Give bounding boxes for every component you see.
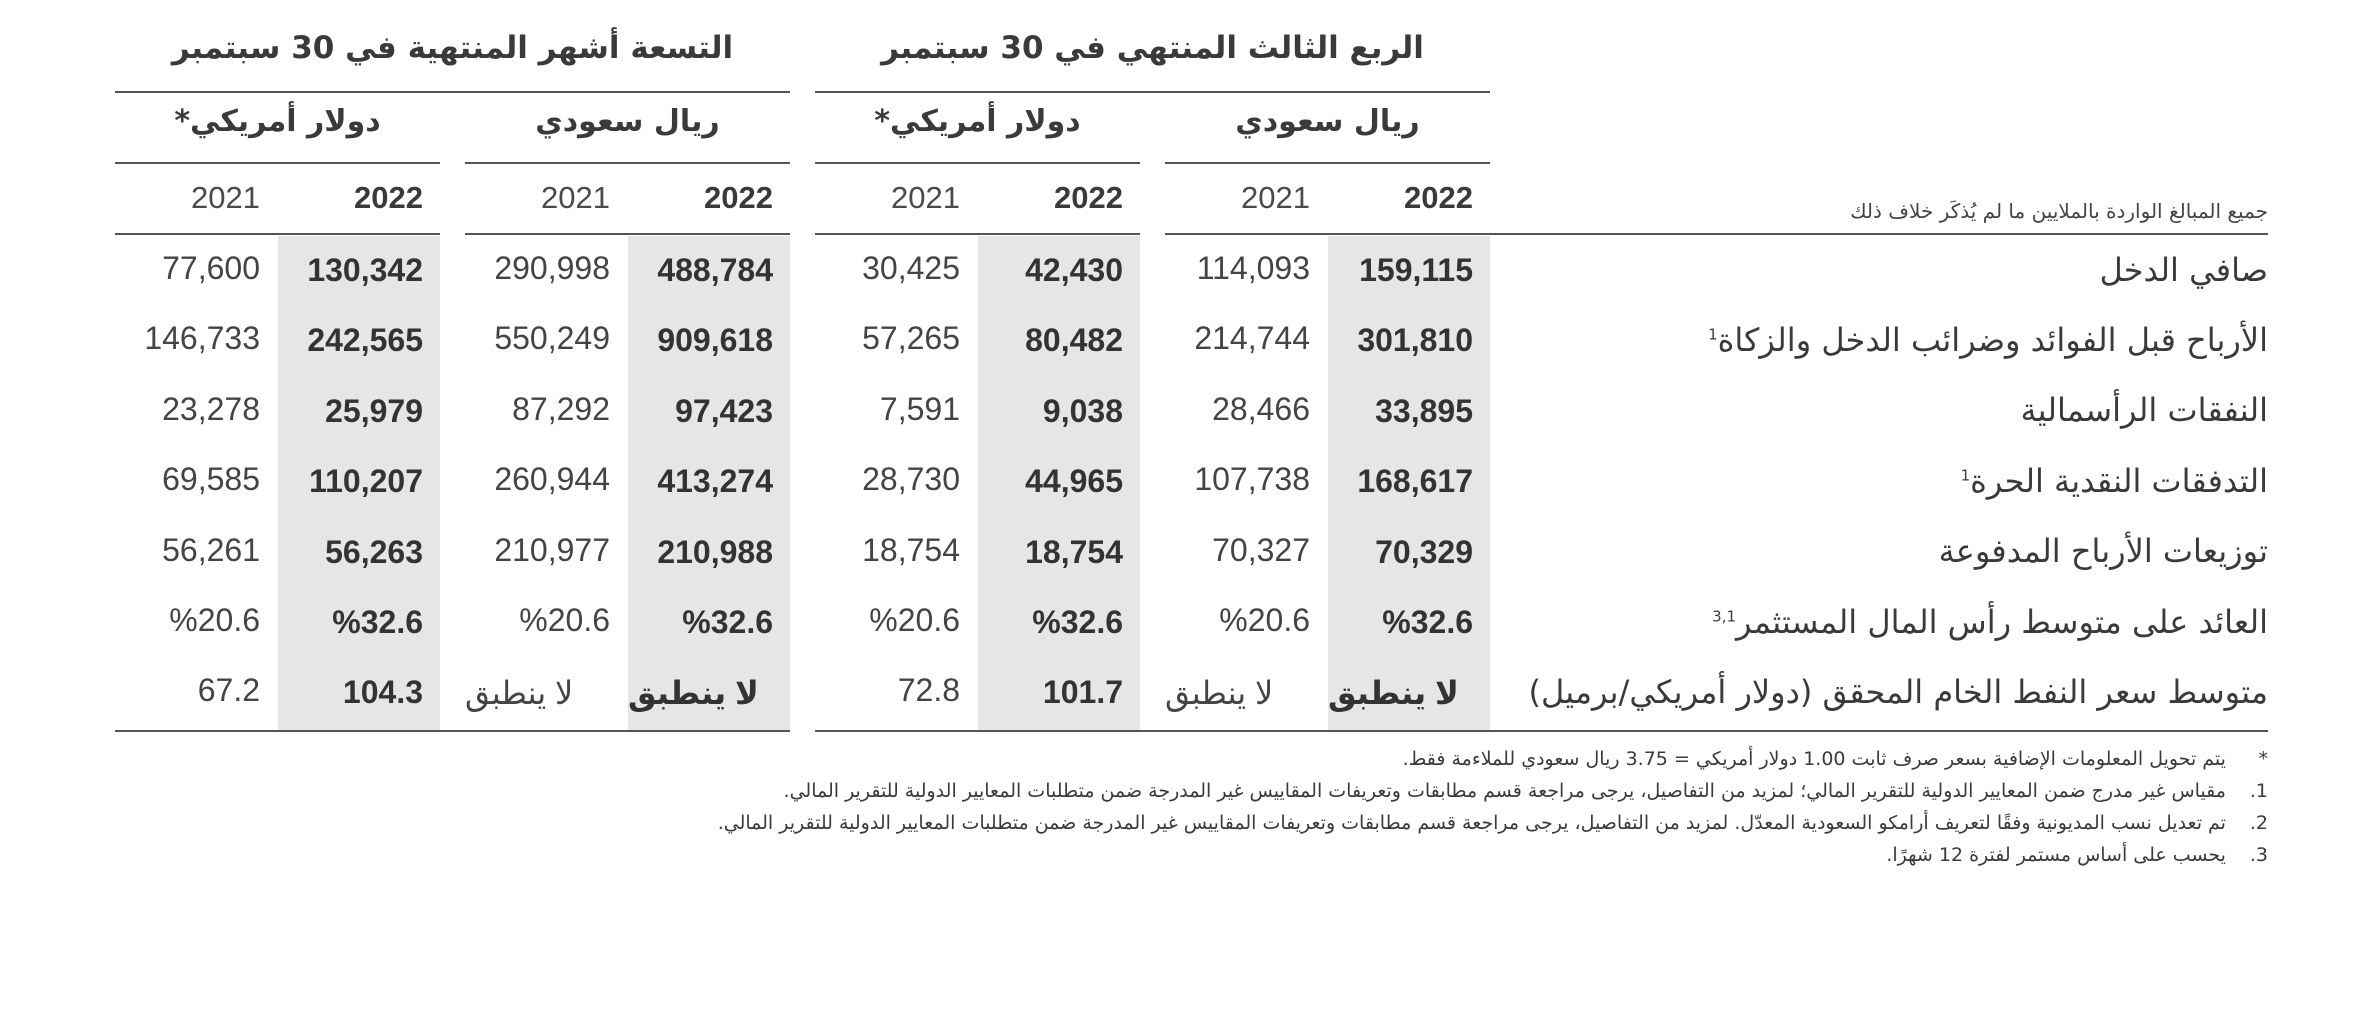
footnote-item — [1886, 844, 2268, 866]
cell-9m-sar-2022: 909,618 — [657, 322, 773, 358]
footnote-text: تم تعديل نسب المديونية وفقًا لتعريف أرامكو السعودية المعدّل. لمزيد من التفاصيل، يرجى مراجعة قسم مطابقات وتعريفات المقاييس غير المدرجة ضمن متطلبات المعايير الدولية للتقرير المالي. — [717, 812, 2226, 834]
cell-9m-sar-2021: 260,944 — [494, 461, 610, 497]
cell-9m-usd-2021: 69,585 — [162, 461, 260, 497]
cell-q3-usd-2022: 80,482 — [1025, 322, 1123, 358]
rule-header-9m-usd — [115, 233, 440, 235]
cell-9m-sar-2021: 550,249 — [494, 320, 610, 356]
footnote-marker: * — [2258, 748, 2268, 770]
cell-q3-usd-2021: %20.6 — [869, 602, 960, 638]
footnote-marker: 3. — [2249, 844, 2268, 866]
rule-header-9m-sar — [465, 233, 790, 235]
cell-q3-sar-2021: 28,466 — [1212, 391, 1310, 427]
rule-9m-title — [115, 91, 790, 93]
cell-q3-usd-2022: 42,430 — [1025, 252, 1123, 288]
cell-9m-usd-2022: 25,979 — [325, 393, 423, 429]
cell-q3-sar-2021: %20.6 — [1219, 602, 1310, 638]
rule-9m-sar — [465, 162, 790, 164]
row-label: صافي الدخل — [2099, 251, 2268, 289]
cell-q3-sar-2022: 168,617 — [1357, 463, 1473, 499]
rule-bottom-left — [115, 730, 790, 732]
cell-q3-sar-2021: 70,327 — [1212, 532, 1310, 568]
cell-9m-usd-2022: 56,263 — [325, 534, 423, 570]
cell-9m-sar-2022: 413,274 — [657, 463, 773, 499]
cell-q3-usd-2021: 7,591 — [879, 391, 960, 427]
cell-9m-usd-2021: 23,278 — [162, 391, 260, 427]
cell-q3-usd-2021: 72.8 — [897, 672, 960, 708]
year-9m-sar-2021: 2021 — [541, 180, 610, 215]
cell-9m-usd-2021: %20.6 — [169, 602, 260, 638]
cell-9m-sar-2022: 488,784 — [657, 252, 773, 288]
footnote-text: يتم تحويل المعلومات الإضافية بسعر صرف ثابت 1.00 دولار أمريكي = 3.75 ريال سعودي للملاءمة فقط. — [1402, 748, 2226, 770]
year-q3-usd-2022: 2022 — [1054, 180, 1123, 215]
footnote-text: يحسب على أساس مستمر لفترة 12 شهرًا. — [1886, 844, 2226, 866]
cell-9m-usd-2022: %32.6 — [332, 604, 423, 640]
currency-9m-usd: دولار أمريكي* — [174, 104, 381, 139]
rule-q3-title — [815, 91, 1490, 93]
cell-9m-usd-2022: 104.3 — [342, 674, 423, 710]
cell-q3-usd-2021: 18,754 — [862, 532, 960, 568]
footnote-item — [1403, 748, 2268, 770]
rule-q3-sar — [1165, 162, 1490, 164]
cell-q3-sar-2021: لا ينطبق — [1165, 675, 1274, 711]
cell-9m-usd-2022: 130,342 — [307, 252, 423, 288]
cell-q3-sar-2022: 301,810 — [1357, 322, 1473, 358]
year-q3-sar-2022: 2022 — [1404, 180, 1473, 215]
row-label: النفقات الرأسمالية — [2020, 391, 2268, 429]
year-9m-usd-2022: 2022 — [354, 180, 423, 215]
year-9m-sar-2022: 2022 — [704, 180, 773, 215]
cell-q3-usd-2022: 44,965 — [1025, 463, 1123, 499]
cell-9m-usd-2021: 67.2 — [197, 672, 260, 708]
rule-9m-usd — [115, 162, 440, 164]
cell-q3-sar-2022: لا ينطبق — [1328, 675, 1459, 711]
cell-9m-sar-2021: 290,998 — [494, 250, 610, 286]
rule-header-label — [1490, 233, 2268, 235]
year-q3-sar-2021: 2021 — [1241, 180, 1310, 215]
year-q3-usd-2021: 2021 — [891, 180, 960, 215]
cell-9m-usd-2021: 146,733 — [144, 320, 260, 356]
cell-q3-usd-2022: %32.6 — [1032, 604, 1123, 640]
rule-header-q3-usd — [815, 233, 1140, 235]
cell-9m-sar-2021: %20.6 — [519, 602, 610, 638]
row-label: الأرباح قبل الفوائد وضرائب الدخل والزكاة$^1$ — [1708, 321, 2268, 359]
row-label: متوسط سعر النفط الخام المحقق (دولار أمريكي/برميل) — [1528, 673, 2268, 711]
footnote-ref: 3,1 — [1712, 607, 1737, 626]
cell-q3-sar-2022: %32.6 — [1382, 604, 1473, 640]
rule-header-q3-sar — [1165, 233, 1490, 235]
cell-9m-sar-2021: لا ينطبق — [465, 675, 574, 711]
cell-q3-usd-2021: 28,730 — [862, 461, 960, 497]
cell-9m-usd-2022: 110,207 — [309, 463, 423, 499]
cell-9m-sar-2022: 97,423 — [675, 393, 773, 429]
rule-q3-usd — [815, 162, 1140, 164]
cell-9m-sar-2022: لا ينطبق — [628, 675, 759, 711]
cell-q3-usd-2022: 101.7 — [1042, 674, 1123, 710]
currency-9m-sar: ريال سعودي — [535, 104, 720, 139]
cell-9m-usd-2021: 56,261 — [162, 532, 260, 568]
rule-bottom-right — [815, 730, 2268, 732]
cell-9m-sar-2021: 87,292 — [512, 391, 610, 427]
group-title-9m: التسعة أشهر المنتهية في 30 سبتمبر — [171, 30, 734, 66]
units-note: جميع المبالغ الواردة بالملايين ما لم يُذكَر خلاف ذلك — [1850, 199, 2268, 223]
cell-9m-sar-2021: 210,977 — [494, 532, 610, 568]
cell-q3-usd-2022: 18,754 — [1025, 534, 1123, 570]
currency-q3-usd: دولار أمريكي* — [874, 104, 1081, 139]
footnote-ref: 1 — [1960, 466, 1971, 485]
cell-q3-sar-2022: 159,115 — [1359, 252, 1473, 288]
cell-q3-usd-2021: 57,265 — [862, 320, 960, 356]
footnote-marker: 2. — [2249, 812, 2268, 834]
cell-9m-usd-2021: 77,600 — [162, 250, 260, 286]
cell-9m-usd-2022: 242,565 — [307, 322, 423, 358]
cell-9m-sar-2022: %32.6 — [682, 604, 773, 640]
footnote-item — [718, 812, 2268, 834]
row-label: العائد على متوسط رأس المال المستثمر$^{3,1}$ — [1712, 603, 2268, 641]
cell-q3-sar-2021: 114,093 — [1196, 250, 1310, 286]
cell-9m-sar-2022: 210,988 — [657, 534, 773, 570]
cell-q3-sar-2022: 33,895 — [1375, 393, 1473, 429]
footnote-marker: 1. — [2249, 780, 2268, 802]
footnote-item — [784, 780, 2268, 802]
row-label: التدفقات النقدية الحرة$^1$ — [1960, 462, 2268, 500]
currency-q3-sar: ريال سعودي — [1235, 104, 1420, 139]
cell-q3-usd-2021: 30,425 — [862, 250, 960, 286]
cell-q3-sar-2021: 214,744 — [1194, 320, 1310, 356]
cell-q3-sar-2022: 70,329 — [1375, 534, 1473, 570]
year-9m-usd-2021: 2021 — [191, 180, 260, 215]
group-title-q3: الربع الثالث المنتهي في 30 سبتمبر — [881, 30, 1424, 66]
row-label: توزيعات الأرباح المدفوعة — [1938, 532, 2268, 570]
footnote-ref: 1 — [1708, 325, 1718, 344]
footnote-text: مقياس غير مدرج ضمن المعايير الدولية للتقرير المالي؛ لمزيد من التفاصيل، يرجى مراجعة قسم مطابقات وتعريفات المقاييس غير المدرجة ضمن متطلبات المعايير الدولية للتقرير المالي. — [783, 780, 2226, 802]
cell-q3-sar-2021: 107,738 — [1194, 461, 1310, 497]
cell-q3-usd-2022: 9,038 — [1042, 393, 1123, 429]
